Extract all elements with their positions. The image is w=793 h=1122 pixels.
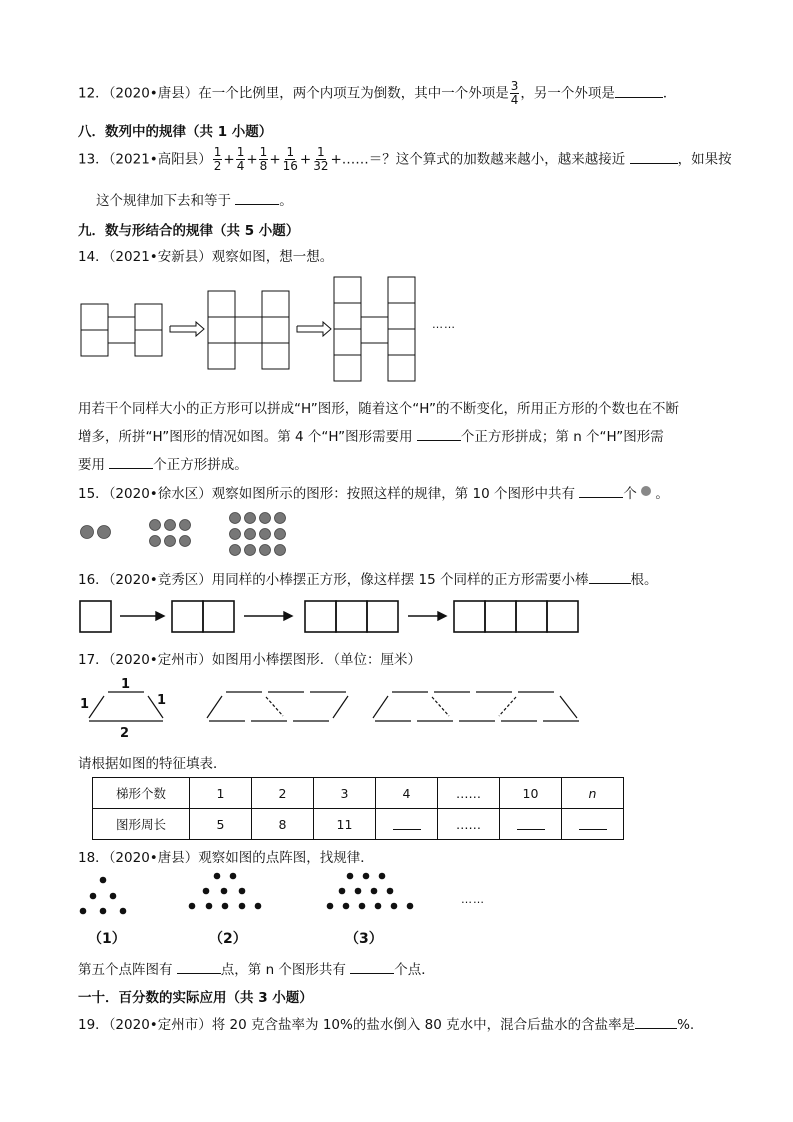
table-header-cell: 图形周长: [93, 809, 190, 840]
question-19: 19．（2020•定州市）将 20 克含盐率为 10%的盐水倒入 80 克水中，混合后盐水的含盐率是 %.: [78, 1013, 694, 1033]
table-cell: 2: [252, 778, 314, 809]
question-number: 18．: [78, 850, 109, 866]
question-number: 15．: [78, 486, 109, 502]
question-source: （2020•竞秀区）: [108, 572, 212, 588]
fraction: $\frac{1}{8}$: [259, 145, 268, 173]
answer-blank[interactable]: [635, 1014, 677, 1029]
table-cell: 11: [314, 809, 376, 840]
figure-caption: （3）: [345, 931, 383, 947]
question-13: 13．（2021•高阳县） $\frac{1}{2}$ + $\frac{1}{4}$ + $\frac{1}{8}$ + $\frac{1}{16}$ + $\frac{1}{32}$ +……＝？这个算式的加数越来越小，越来越接近 ，如果按: [78, 145, 732, 173]
question-14-para3: 要用 个正方形拼成。: [78, 453, 248, 473]
question-18: 18．（2020•唐县）观察如图的点阵图，找规律．: [78, 850, 374, 866]
table-cell: ……: [438, 778, 500, 809]
table-cell: 3: [314, 778, 376, 809]
question-source: （2020•定州市）: [108, 652, 212, 668]
answer-blank[interactable]: [177, 959, 221, 974]
fraction: $\frac{1}{16}$: [282, 145, 298, 173]
table-header-cell: 梯形个数: [93, 778, 190, 809]
question-17: 17．（2020•定州市）如图用小棒摆图形．（单位：厘米）: [78, 652, 422, 668]
question-number: 13．: [78, 151, 109, 168]
question-number: 19．: [78, 1017, 109, 1033]
question-source: （2021•安新县）: [108, 249, 212, 265]
table-cell: ……: [438, 809, 500, 840]
question-13-line2: 这个规律加下去和等于 。: [96, 189, 293, 209]
fraction: $\frac{1}{2}$: [213, 145, 222, 173]
fraction: $\frac{3}{4}$: [510, 79, 519, 107]
question-source: （2020•定州市）: [108, 1017, 212, 1033]
section-heading: 八．数列中的规律（共 1 小题）: [78, 124, 273, 140]
question-source: （2020•唐县）: [108, 850, 199, 866]
question-number: 14．: [78, 249, 109, 265]
section-heading: 一十．百分数的实际应用（共 3 小题）: [78, 990, 313, 1006]
table-cell: 4: [376, 778, 438, 809]
table-cell: 10: [500, 778, 562, 809]
table-instruction: 请根据如图的特征填表．: [78, 756, 227, 772]
figure-caption: （2）: [209, 931, 247, 947]
fraction: $\frac{1}{4}$: [236, 145, 245, 173]
question-14-para2: 增多，所拼“H”图形的情况如图。第 4 个“H”图形需要用 个正方形拼成；第 n 个“H”图形需: [78, 425, 664, 445]
question-source: （2020•徐水区）: [108, 486, 212, 502]
question-number: 12．: [78, 85, 109, 102]
question-source: （2021•高阳县）: [108, 151, 212, 168]
table-cell: 5: [190, 809, 252, 840]
question-18-answer: 第五个点阵图有 点，第 n 个图形共有 个点．: [78, 958, 435, 978]
continuation-dots: ……: [432, 318, 456, 331]
question-14-para1: 用若干个同样大小的正方形可以拼成“H”图形，随着这个“H”的不断变化，所用正方形的个数也在不断: [78, 401, 679, 417]
continuation-dots: ……: [461, 893, 485, 906]
answer-blank[interactable]: [350, 959, 394, 974]
section-heading: 九．数与形结合的规律（共 5 小题）: [78, 223, 300, 239]
question-number: 16．: [78, 572, 109, 588]
table-cell: n: [562, 778, 624, 809]
table-cell: 8: [252, 809, 314, 840]
table-cell: 1: [190, 778, 252, 809]
question-16: 16．（2020•竞秀区）用同样的小棒摆正方形，像这样摆 15 个同样的正方形需要小棒 根。: [78, 568, 658, 588]
length-label-left: 1: [80, 697, 90, 712]
question-15: 15．（2020•徐水区）观察如图所示的图形：按照这样的规律，第 10 个图形中共有 个 。: [78, 482, 669, 502]
question-text: 在一个比例里，两个内项互为倒数，其中一个外项是: [198, 85, 509, 102]
figure-caption: （1）: [88, 931, 126, 947]
length-label-right: 1: [157, 693, 167, 708]
length-label-top: 1: [121, 677, 131, 692]
fraction: $\frac{1}{32}$: [313, 145, 329, 173]
question-12: 12．（2020•唐县）在一个比例里，两个内项互为倒数，其中一个外项是 $\frac{3}{4}$ ，另一个外项是 ．: [78, 79, 677, 107]
length-label-bottom: 2: [120, 726, 130, 741]
question-14: 14．（2021•安新县）观察如图，想一想。: [78, 249, 334, 265]
question-text: ，另一个外项是: [520, 85, 615, 102]
question-source: （2020•唐县）: [108, 85, 199, 102]
question-number: 17．: [78, 652, 109, 668]
